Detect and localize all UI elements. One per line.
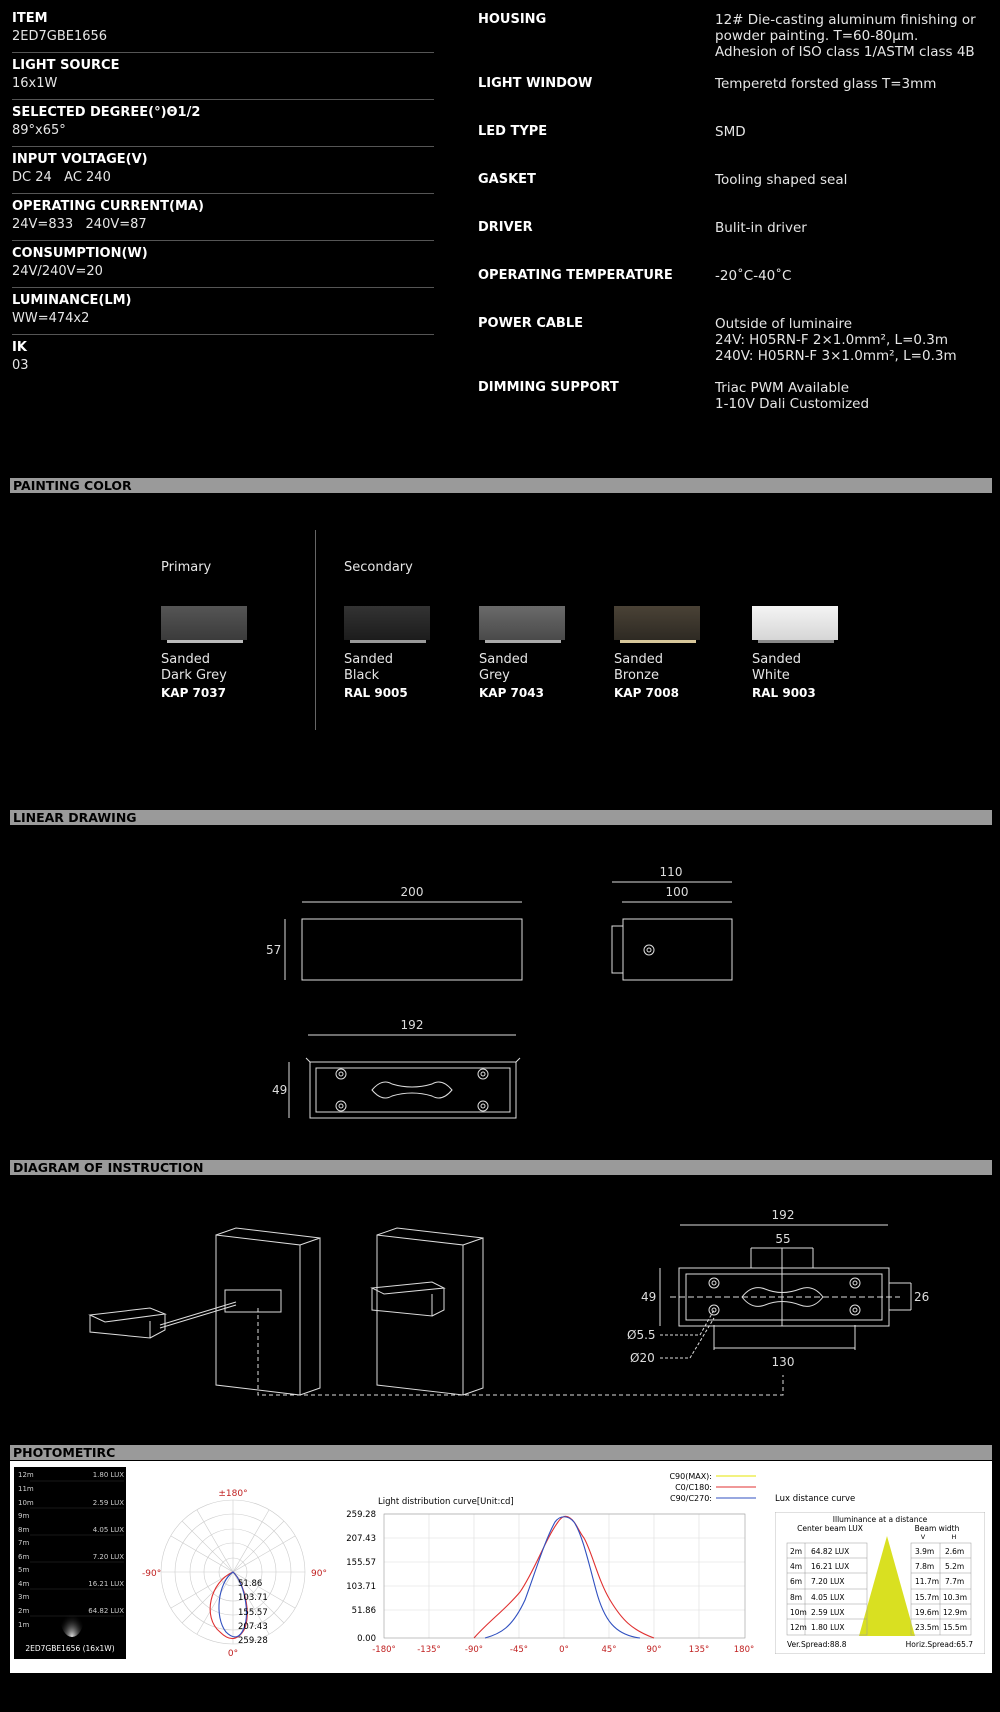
- hor-spread: Horiz.Spread:65.7: [905, 1640, 973, 1649]
- spec-value: 12# Die-casting aluminum finishing or powder painting. T=60-80μm. Adhesion of ISO class 1/ASTM class 4B: [715, 12, 976, 60]
- spec-value: -20˚C-40˚C: [715, 268, 792, 284]
- dist-cell: 10m: [790, 1608, 807, 1617]
- dim-side-depth: 100: [665, 885, 689, 899]
- spec-label: IK: [12, 340, 27, 355]
- spec-left-column: [12, 6, 434, 381]
- spec-value: SMD: [715, 124, 746, 140]
- dist-cell: 4m: [790, 1562, 803, 1571]
- lux-row-label: 2m: [18, 1607, 30, 1615]
- spec-label: GASKET: [478, 172, 536, 187]
- swatch-name: Bronze: [614, 668, 659, 683]
- swatch-name: Grey: [479, 668, 510, 683]
- lux-cell: 1.80 LUX: [811, 1623, 845, 1632]
- spec-value: Bulit-in driver: [715, 220, 807, 236]
- y-tick: 155.57: [346, 1558, 376, 1568]
- spec-label: LIGHT WINDOW: [478, 76, 593, 91]
- y-tick: 207.43: [346, 1534, 376, 1544]
- section-header-photometric: PHOTOMETIRC: [10, 1445, 992, 1460]
- lux-value: 64.82 LUX: [88, 1607, 124, 1615]
- v-cell: 11.7m: [915, 1577, 940, 1586]
- lux-row-label: 4m: [18, 1580, 30, 1588]
- swatch-name: White: [752, 668, 790, 683]
- legend-label: C0/C180:: [675, 1483, 712, 1492]
- spec-value: 24V/240V=20: [12, 264, 103, 279]
- swatch-name: Sanded: [161, 652, 210, 667]
- spec-value: 03: [12, 358, 29, 373]
- lux-row-label: 11m: [18, 1485, 34, 1493]
- h-cell: 12.9m: [943, 1608, 968, 1617]
- x-tick: -90°: [464, 1645, 484, 1655]
- lamp-swatch-image: [479, 606, 567, 646]
- x-tick: 180°: [733, 1645, 755, 1655]
- v-cell: 3.9m: [915, 1547, 935, 1556]
- lux-row-label: 9m: [18, 1512, 30, 1520]
- lux-cell: 64.82 LUX: [811, 1547, 850, 1556]
- dim-instr-hole-h: 130: [771, 1355, 795, 1369]
- illum-title: Illuminance at a distance: [832, 1515, 928, 1524]
- dim-instr-height: 49: [641, 1290, 657, 1304]
- y-tick: 0.00: [357, 1634, 376, 1644]
- spec-label: OPERATING CURRENT(MA): [12, 199, 204, 214]
- spec-label: OPERATING TEMPERATURE: [478, 268, 673, 283]
- dist-cell: 12m: [790, 1623, 807, 1632]
- spec-value: 16x1W: [12, 76, 58, 91]
- lamp-swatch-image: [344, 606, 432, 646]
- spec-label: POWER CABLE: [478, 316, 584, 331]
- spec-label: CONSUMPTION(W): [12, 246, 148, 261]
- dist-cell: 6m: [790, 1577, 803, 1586]
- center-beam-label: Center beam LUX: [797, 1524, 863, 1533]
- lux-distance-title: Lux distance curve: [775, 1494, 856, 1504]
- spec-item: [12, 6, 434, 53]
- spec-label: SELECTED DEGREE(°)Θ1/2: [12, 105, 201, 120]
- beam-width-label: Beam width: [914, 1524, 960, 1533]
- spec-value: Outside of luminaire 24V: H05RN-F 2×1.0mm², L=0.3m 240V: H05RN-F 3×1.0mm², L=0.3m: [715, 316, 957, 364]
- spec-value: 24V=833 240V=87: [12, 217, 147, 232]
- y-tick: 259.28: [346, 1510, 376, 1520]
- x-tick: -45°: [509, 1645, 529, 1655]
- dim-bracket-width: 192: [400, 1018, 424, 1032]
- section-header-linear: LINEAR DRAWING: [10, 810, 992, 825]
- polar-ring-label: 207.43: [238, 1622, 268, 1632]
- h-cell: 10.3m: [943, 1593, 968, 1602]
- polar-top-label: ±180°: [218, 1489, 248, 1499]
- spec-value: Tooling shaped seal: [715, 172, 848, 188]
- spec-item: [12, 241, 434, 288]
- swatch-code: RAL 9005: [344, 686, 408, 700]
- divider: [315, 530, 316, 730]
- lux-row-label: 8m: [18, 1526, 30, 1534]
- x-tick: 0°: [559, 1645, 569, 1655]
- x-tick: -135°: [417, 1645, 441, 1655]
- spec-value: WW=474x2: [12, 311, 90, 326]
- spec-label: INPUT VOLTAGE(V): [12, 152, 148, 167]
- v-cell: 19.6m: [915, 1608, 940, 1617]
- dim-hole-small: Ø5.5: [627, 1328, 656, 1342]
- spec-item: [12, 147, 434, 194]
- spec-value: DC 24 AC 240: [12, 170, 111, 185]
- spec-label: LIGHT SOURCE: [12, 58, 120, 73]
- instruction-diagram: [0, 1190, 1000, 1410]
- lux-row-label: 7m: [18, 1539, 30, 1547]
- ver-spread: Ver.Spread:88.8: [787, 1640, 847, 1649]
- spec-item: [478, 380, 988, 420]
- swatch-name: Sanded: [344, 652, 393, 667]
- spec-item: [12, 53, 434, 100]
- spec-item: [12, 335, 434, 381]
- swatch-dark-grey: [161, 606, 249, 702]
- swatch-name: Black: [344, 668, 380, 683]
- swatch-code: KAP 7043: [479, 686, 544, 700]
- lux-value: 2.59 LUX: [92, 1499, 124, 1507]
- spec-value: 89°x65°: [12, 123, 66, 138]
- spec-label: LUMINANCE(LM): [12, 293, 132, 308]
- h-cell: 5.2m: [945, 1562, 965, 1571]
- spec-label: DRIVER: [478, 220, 533, 235]
- x-tick: -180°: [372, 1645, 396, 1655]
- spec-right-column: [478, 12, 988, 420]
- legend-label: C90(MAX):: [669, 1472, 712, 1481]
- dim-hole-large: Ø20: [630, 1351, 655, 1365]
- swatch-code: KAP 7008: [614, 686, 679, 700]
- lux-value: 16.21 LUX: [88, 1580, 124, 1588]
- dim-bracket-height: 49: [272, 1083, 288, 1097]
- dim-instr-hole-v: 26: [914, 1290, 930, 1304]
- h-cell: 2.6m: [945, 1547, 965, 1556]
- lux-cell: 2.59 LUX: [811, 1608, 845, 1617]
- spec-item: [478, 268, 988, 316]
- swatch-white: [752, 606, 840, 702]
- dim-front-width: 200: [400, 885, 424, 899]
- linear-drawing: [0, 840, 1000, 1140]
- swatch-name: Sanded: [479, 652, 528, 667]
- polar-left-label: -90°: [142, 1569, 162, 1579]
- polar-ring-label: 51.86: [238, 1579, 263, 1589]
- y-tick: 103.71: [346, 1582, 376, 1592]
- polar-chart: [140, 1482, 330, 1662]
- spec-value: 2ED7GBE1656: [12, 29, 108, 44]
- spec-value: Triac PWM Available 1-10V Dali Customized: [715, 380, 870, 412]
- x-tick: 90°: [646, 1645, 662, 1655]
- swatch-code: KAP 7037: [161, 686, 226, 700]
- dim-side-total: 110: [659, 865, 683, 879]
- distribution-curve-chart: [340, 1490, 760, 1660]
- polar-ring-label: 103.71: [238, 1593, 268, 1603]
- spec-item: [478, 172, 988, 220]
- spec-item: [12, 100, 434, 147]
- v-cell: 7.8m: [915, 1562, 935, 1571]
- spec-value: Temperetd forsted glass T=3mm: [715, 76, 937, 92]
- spec-item: [478, 124, 988, 172]
- spec-label: DIMMING SUPPORT: [478, 380, 619, 395]
- swatch-name: Sanded: [614, 652, 663, 667]
- lux-value: 1.80 LUX: [92, 1471, 124, 1479]
- lux-row-label: 5m: [18, 1566, 30, 1574]
- lux-row-label: 10m: [18, 1499, 34, 1507]
- lamp-swatch-image: [161, 606, 249, 646]
- x-tick: 45°: [601, 1645, 617, 1655]
- swatch-grey: [479, 606, 567, 702]
- spec-item: [478, 12, 988, 76]
- lux-chart: [14, 1467, 126, 1659]
- dist-cell: 8m: [790, 1593, 803, 1602]
- swatch-name: Dark Grey: [161, 668, 227, 683]
- swatch-black: [344, 606, 432, 702]
- curve-title: Light distribution curve[Unit:cd]: [378, 1497, 514, 1507]
- polar-ring-label: 155.57: [238, 1608, 268, 1618]
- polar-ring-label: 259.28: [238, 1636, 268, 1646]
- lux-distance-table: [775, 1512, 985, 1654]
- lux-row-label: 12m: [18, 1471, 34, 1479]
- lamp-swatch-image: [752, 606, 840, 646]
- h-cell: 7.7m: [945, 1577, 965, 1586]
- lux-chart-caption: 2ED7GBE1656 (16x1W): [25, 1644, 115, 1653]
- swatch-bronze: [614, 606, 702, 702]
- lux-value: 7.20 LUX: [92, 1553, 124, 1561]
- swatch-code: RAL 9003: [752, 686, 816, 700]
- spec-item: [12, 288, 434, 335]
- lux-cell: 7.20 LUX: [811, 1577, 845, 1586]
- v-label: V: [920, 1533, 926, 1541]
- lux-value: 4.05 LUX: [92, 1526, 124, 1534]
- legend-label: C90/C270:: [669, 1494, 712, 1503]
- lux-cell: 16.21 LUX: [811, 1562, 850, 1571]
- spec-item: [12, 194, 434, 241]
- spec-label: ITEM: [12, 11, 48, 26]
- lux-row-label: 6m: [18, 1553, 30, 1561]
- v-cell: 23.5m: [915, 1623, 940, 1632]
- section-header-painting: PAINTING COLOR: [10, 478, 992, 493]
- section-header-instruction: DIAGRAM OF INSTRUCTION: [10, 1160, 992, 1175]
- dim-instr-width: 192: [771, 1208, 795, 1222]
- secondary-label: Secondary: [344, 560, 413, 575]
- lamp-swatch-image: [614, 606, 702, 646]
- spec-label: HOUSING: [478, 12, 547, 27]
- x-tick: 135°: [688, 1645, 710, 1655]
- spec-item: [478, 76, 988, 124]
- lux-row-label: 3m: [18, 1593, 30, 1601]
- v-cell: 15.7m: [915, 1593, 940, 1602]
- primary-label: Primary: [161, 560, 212, 575]
- polar-right-label: 90°: [311, 1569, 327, 1579]
- swatch-name: Sanded: [752, 652, 801, 667]
- dist-cell: 2m: [790, 1547, 803, 1556]
- polar-bottom-label: 0°: [227, 1649, 239, 1659]
- dim-instr-center: 55: [775, 1232, 791, 1246]
- spec-item: [478, 316, 988, 380]
- spec-item: [478, 220, 988, 268]
- dim-front-height: 57: [266, 943, 282, 957]
- h-label: H: [951, 1533, 957, 1541]
- lux-cell: 4.05 LUX: [811, 1593, 845, 1602]
- spec-label: LED TYPE: [478, 124, 548, 139]
- y-tick: 51.86: [351, 1606, 376, 1616]
- h-cell: 15.5m: [943, 1623, 968, 1632]
- lux-row-label: 1m: [18, 1621, 30, 1629]
